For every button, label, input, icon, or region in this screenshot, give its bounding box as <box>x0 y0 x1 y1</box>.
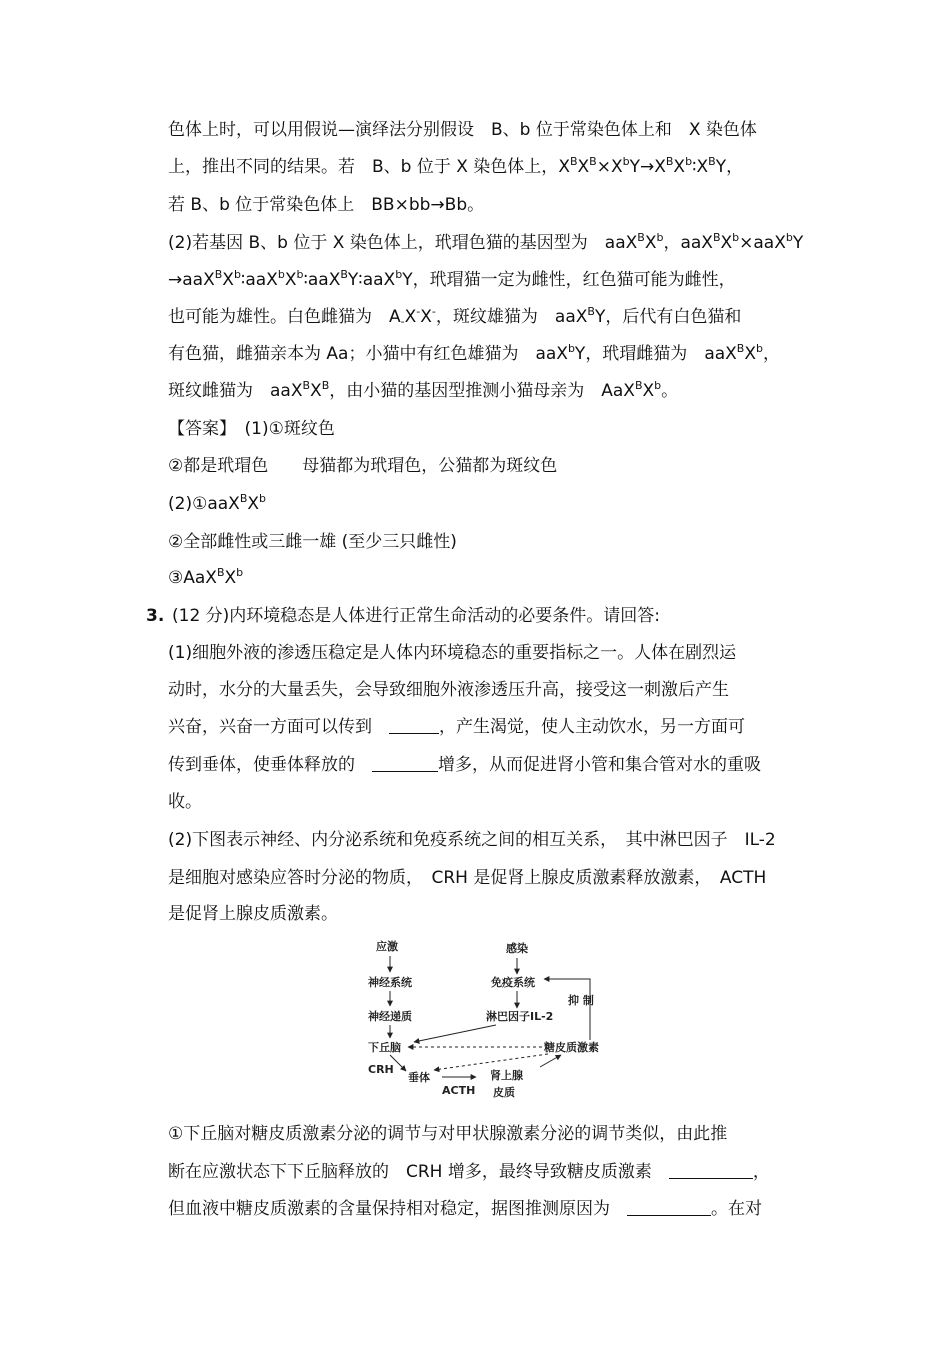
q3-line-10: 断在应激状态下下丘脑释放的 CRH 增多，最终导致糖皮质激素 ， <box>168 1162 770 1182</box>
q3-line-1: (1)细胞外液的渗透压稳定是人体内环境稳态的重要指标之一。人体在剧烈运 <box>168 643 737 663</box>
q3-line-3: 兴奋，兴奋一方面可以传到 ，产生渴觉，使人主动饮水，另一方面可 <box>168 717 745 737</box>
text-line-6: 也可能为雄性。白色雌猫为 $A_-X^-X^-$，斑纹雄猫为 aaX$^B$Y，后代有白色猫和 <box>168 305 742 328</box>
regulation-diagram <box>356 934 612 1106</box>
answer-blank[interactable] <box>389 717 439 734</box>
text-line-5: $\to aaX^BX^b∶aaX^bX^b∶aaX^BY∶aaX^bY$，玳瑁猫一定为雌性，红色猫可能为雌性， <box>168 268 736 290</box>
label-acth: ACTH <box>442 1084 476 1097</box>
text-line-7: 有色猫，雌猫亲本为 Aa；小猫中有红色雄猫为 aaX$^b$Y，玳瑁雌猫为 $aaX^BX^b$， <box>168 342 780 364</box>
answer-blank[interactable] <box>627 1199 711 1216</box>
q3-line-2: 动时，水分的大量丢失，会导致细胞外液渗透压升高，接受这一刺激后产生 <box>168 680 729 700</box>
text-line-2: 上，推出不同的结果。若 B、b 位于 X 染色体上，$X^BX^B\times X^bY\to X^BX^b∶X^BY$， <box>168 155 744 177</box>
label-inhibit: 抑 制 <box>568 994 594 1007</box>
answer-line-4: ②全部雌性或三雌一雄 (至少三只雌性) <box>168 532 457 552</box>
node-infection: 感染 <box>506 942 528 955</box>
text-line-3: 若 B、b 位于常染色体上 BB×bb→Bb。 <box>168 195 485 215</box>
q3-line-6: (2)下图表示神经、内分泌系统和免疫系统之间的相互关系， 其中淋巴因子 IL-2 <box>168 830 776 850</box>
answer-heading: 【答案】 (1)①斑纹色 <box>168 419 335 439</box>
node-hypothalamus: 下丘脑 <box>368 1041 401 1054</box>
node-adrenal-line2: 皮质 <box>493 1086 515 1099</box>
answer-line-5: $③AaX^BX^b$ <box>168 566 244 588</box>
node-adrenal-line1: 肾上腺 <box>490 1069 523 1082</box>
node-immune: 免疫系统 <box>491 976 535 989</box>
question-number: 3. <box>146 606 165 626</box>
answer-line-2: ②都是玳瑁色 母猫都为玳瑁色，公猫都为斑纹色 <box>168 456 558 476</box>
node-il2: 淋巴因子IL-2 <box>486 1010 554 1023</box>
q3-line-7: 是细胞对感染应答时分泌的物质， CRH 是促肾上腺皮质激素释放激素， ACTH <box>168 868 767 888</box>
q3-line-5: 收。 <box>168 792 202 812</box>
node-pituitary: 垂体 <box>408 1071 430 1084</box>
answer-blank[interactable] <box>372 755 438 772</box>
q3-line-8: 是促肾上腺皮质激素。 <box>168 904 338 924</box>
arrow-il2-hypothalamus <box>414 1025 496 1042</box>
node-transmitter: 神经递质 <box>368 1010 412 1023</box>
answer-line-3: $(2)①aaX^BX^b$ <box>168 492 266 514</box>
label-crh: CRH <box>368 1063 394 1076</box>
answer-blank[interactable] <box>669 1162 753 1179</box>
q3-line-4: 传到垂体，使垂体释放的 增多，从而促进肾小管和集合管对水的重吸 <box>168 755 761 775</box>
node-glucocorticoid: 糖皮质激素 <box>544 1041 599 1054</box>
q3-line-11: 但血液中糖皮质激素的含量保持相对稳定，据图推测原因为 。在对 <box>168 1199 762 1219</box>
text-line-4: (2)若基因 B、b 位于 X 染色体上，玳瑁色猫的基因型为 $aaX^BX^b$，$aaX^BX^b\times aaX^bY$ <box>168 231 804 253</box>
question-title: (12 分)内环境稳态是人体进行正常生命活动的必要条件。请回答: <box>172 606 661 626</box>
arrow-adrenal-glucocorticoid <box>540 1055 561 1067</box>
arrow-feedback-pituitary <box>434 1054 548 1070</box>
node-stress: 应激 <box>376 940 398 953</box>
q3-line-9: ①下丘脑对糖皮质激素分泌的调节与对甲状腺激素分泌的调节类似，由此推 <box>168 1124 728 1144</box>
text-line-1: 色体上时，可以用假说—演绎法分别假设 B、b 位于常染色体上和 X 染色体 <box>168 120 757 140</box>
node-nervous: 神经系统 <box>368 976 412 989</box>
text-line-8: 斑纹雌猫为 $aaX^BX^B$，由小猫的基因型推测小猫母亲为 $AaX^BX^b$。 <box>168 379 679 401</box>
